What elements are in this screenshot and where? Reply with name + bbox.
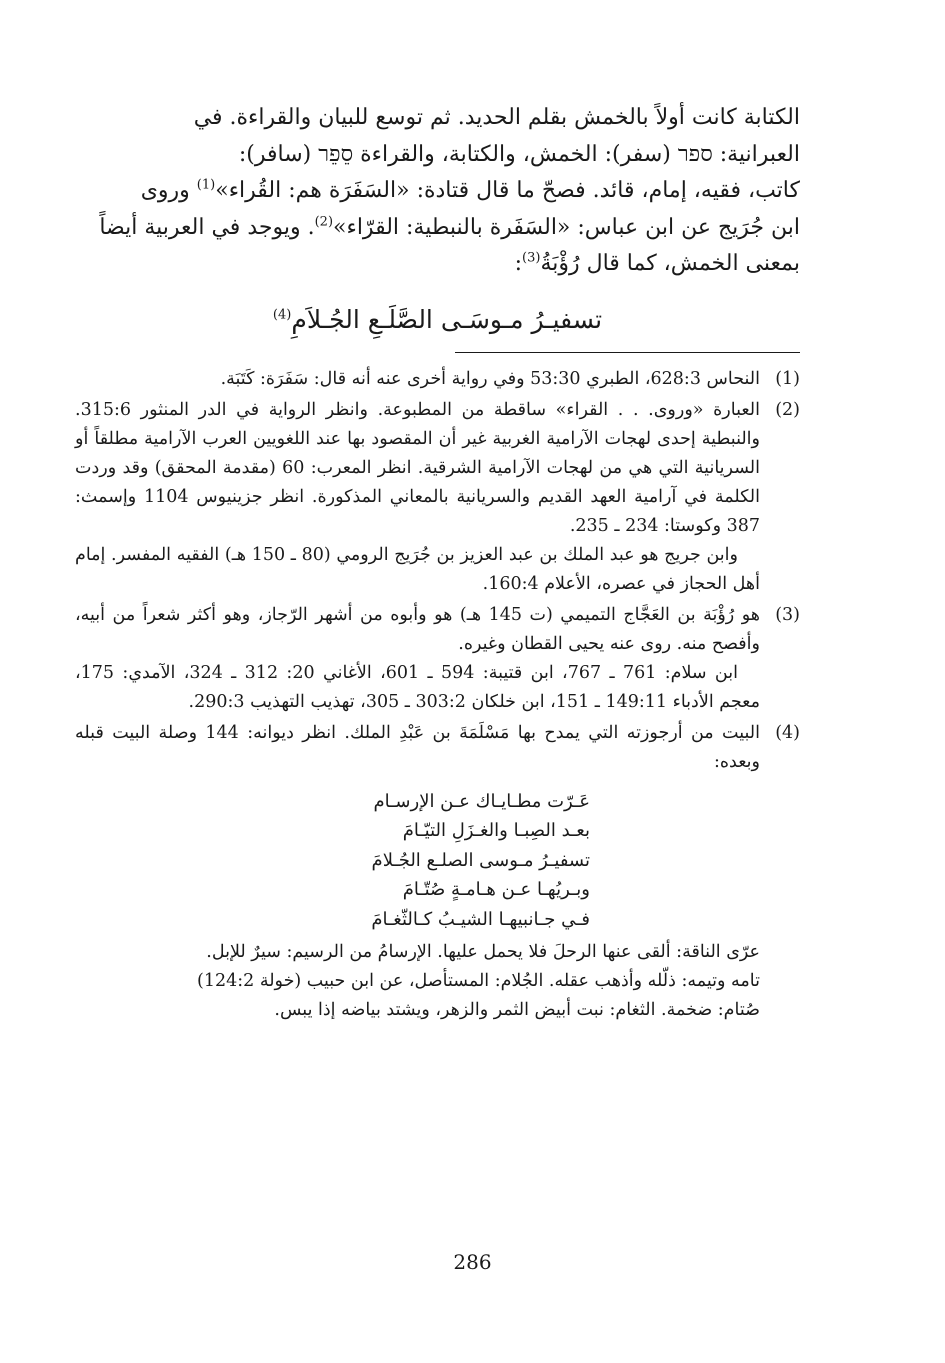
- footnote-text: البيت من أرجوزته التي يمدح بها مَسْلَمَةَ بن عَبْدِ الملك. انظر ديوانه: 144 وصلة البيت قبله وبعده:: [75, 722, 760, 772]
- footnote-3: [75, 601, 800, 717]
- page-number: 286: [453, 1250, 492, 1274]
- footnote-number: (4): [775, 722, 800, 743]
- gloss-line: صُتام: ضخمة. الثغام: نبت أبيض الثمر والزهر، ويشتد بياضه إذا يبس.: [274, 1000, 760, 1020]
- footnote-text: ابن سلام: 761 ـ 767، ابن قتيبة: 594 ـ 601، الأغاني 20: 312 ـ 324، الآمدي: 175، معجم الأدباء 149:11 ـ 151، ابن خلكان 303:2 ـ 305، تهذيب التهذيب 290:3.: [75, 662, 760, 712]
- text-segment: وروى: [140, 178, 197, 203]
- poem-line: وبـريُهـا عـن هـامـةٍ صُتّـامَ: [402, 879, 590, 900]
- footnote-text: العبارة «وروى. . . القراء» ساقطة من المطبوعة. وانظر الرواية في الدر المنثور 315:6. والنبطية إحدى لهجات الآرامية الغربية غير أن المقصود بها عند اللغويين العرب الآرامية مطلقاً أو السريانية التي هي من لهجات الآرامية الشرقية. انظر المعرب: 60 (مقدمة المحقق) وقد وردت الكلمة في آرامية العهد القديم والسريانية بالمعاني المذكورة. انظر جزينيوس 1104 وإسمث: 387 وكوستا: 234 ـ 235.: [75, 399, 760, 536]
- footnote-number: (1): [775, 368, 800, 389]
- footnote-1: [75, 365, 800, 394]
- main-text: [75, 100, 800, 283]
- footnote-number: (2): [775, 399, 800, 420]
- text-line: [75, 173, 800, 210]
- footnote-ref: (1): [196, 177, 216, 193]
- footnote-text: وابن جريج هو عبد الملك بن عبد العزيز بن جُرَيج الرومي (80 ـ 150 هـ) الفقيه المفسر. إمام أهل الحجاز في عصره، الأعلام 160:4.: [75, 544, 760, 594]
- text-line: [75, 246, 800, 283]
- text-segment: ابن جُرَيج عن ابن عباس: «السَفَرة بالنبطية: القرّاء»: [333, 214, 800, 240]
- text-segment: بمعنى الخمش، كما قال رُؤْبَةُ: [540, 251, 800, 276]
- gloss-line: عرّى الناقة: ألقى عنها الرحلَ فلا يحمل عليها. الإرسامُ من الرسيم: سيرٌ للإبل.: [206, 942, 760, 962]
- poem-line: عَـرّت مطـايـاك عـن الإرسـام: [373, 790, 590, 812]
- poem-line: تسفيـرُ مـوسى الصلـع الجُـلامَ: [371, 849, 590, 871]
- footnote-ref: (4): [272, 307, 292, 323]
- text-line: [75, 210, 800, 247]
- verse-text: تسفيـرُ مـوسَـى الصَّلَـعِ الجُـلاَمِ: [291, 304, 603, 334]
- text-segment: . ويوجد في العربية أيضاً: [99, 214, 315, 240]
- quoted-verse: [75, 305, 800, 334]
- footnote-ref: (2): [314, 214, 334, 230]
- poem-excerpt: [75, 787, 800, 935]
- main-paragraph: [75, 100, 800, 283]
- book-page: [75, 100, 800, 1025]
- poem-line: بعـد الصِبـا والغـزَلِ التيّـامَ: [402, 820, 590, 841]
- poem-line: فـي جـانبيهـا الشيـبُ كـالثّغـامَ: [371, 908, 590, 930]
- poem-glossary: [75, 938, 800, 1025]
- footnote-text: هو رُؤْبَة بن العَجَّاج التميمي (ت 145 هـ) هو وأبوه من أشهر الرّجاز، وهو أكثر شعراً من أبيه، وأفصح منه. روى عنه يحيى القطان وغيره.: [75, 604, 760, 654]
- text-segment: كاتب، فقيه، إمام، قائد. فصحّ ما قال قتادة: «السَفَرَة هم: القُراء»: [215, 178, 800, 203]
- text-line: الكتابة كانت أولاً بالخمش بقلم الحديد. ثم توسع للبيان والقراءة. في: [193, 105, 800, 130]
- text-line: العبرانية: ספר (سفر): الخمش، والكتابة، والقراءة סֵפֵר (سافر):: [238, 141, 800, 167]
- footnote-number: (3): [775, 604, 800, 625]
- text-segment: :: [514, 251, 522, 276]
- footnote-4: [75, 719, 800, 777]
- footnote-ref: (3): [522, 250, 541, 266]
- footnote-divider: [455, 352, 800, 353]
- gloss-line: تامه وتيمه: ذلّله وأذهب عقله. الجُلام: المستأصل، عن ابن حبيب (خولة 124:2): [196, 971, 760, 991]
- footnote-2: [75, 396, 800, 599]
- footnotes: [75, 365, 800, 777]
- footnote-text: النحاس 628:3، الطبري 53:30 وفي رواية أخرى عنه أنه قال: سَفَرَة: كَتَبَة.: [220, 368, 760, 389]
